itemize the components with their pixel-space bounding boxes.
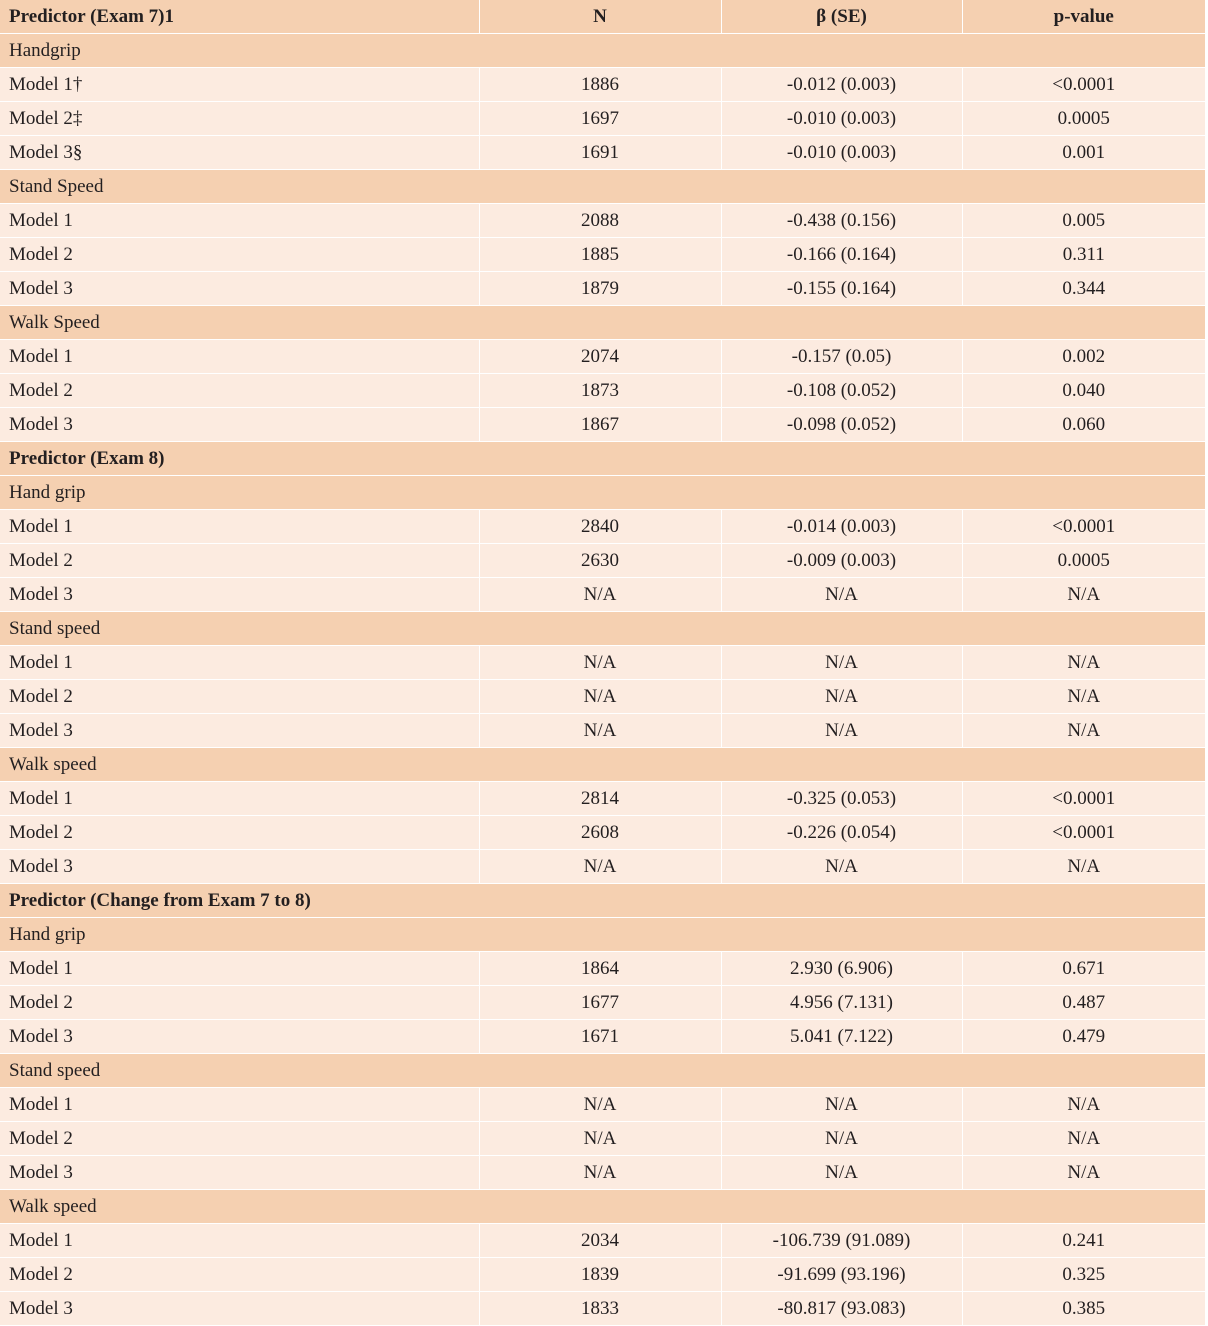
n-cell: 1873 [479, 374, 721, 408]
p-value-cell: N/A [962, 714, 1205, 748]
p-value-cell: N/A [962, 1156, 1205, 1190]
row-label: Model 1 [0, 1088, 479, 1122]
predictor-heading: Predictor (Change from Exam 7 to 8) [0, 884, 1205, 918]
p-value-cell: N/A [962, 680, 1205, 714]
table-row [0, 272, 1205, 306]
n-cell: 2034 [479, 1224, 721, 1258]
header-n: N [479, 0, 721, 34]
beta-se-cell: N/A [721, 578, 962, 612]
p-value-cell: <0.0001 [962, 816, 1205, 850]
row-label: Model 1 [0, 340, 479, 374]
row-label: Model 3 [0, 408, 479, 442]
beta-se-cell: -0.010 (0.003) [721, 136, 962, 170]
beta-se-cell: -0.014 (0.003) [721, 510, 962, 544]
beta-se-cell: -0.325 (0.053) [721, 782, 962, 816]
beta-se-cell: -106.739 (91.089) [721, 1224, 962, 1258]
table-row [0, 340, 1205, 374]
n-cell: 2088 [479, 204, 721, 238]
p-value-cell: 0.040 [962, 374, 1205, 408]
beta-se-cell: -0.166 (0.164) [721, 238, 962, 272]
row-label: Model 1 [0, 204, 479, 238]
p-value-cell: <0.0001 [962, 510, 1205, 544]
n-cell: 1697 [479, 102, 721, 136]
p-value-cell: 0.241 [962, 1224, 1205, 1258]
row-label: Model 2‡ [0, 102, 479, 136]
p-value-cell: <0.0001 [962, 68, 1205, 102]
measure-group-label: Hand grip [0, 918, 1205, 952]
p-value-cell: 0.0005 [962, 102, 1205, 136]
beta-se-cell: -80.817 (93.083) [721, 1292, 962, 1326]
table-row [0, 578, 1205, 612]
p-value-cell: N/A [962, 646, 1205, 680]
measure-group-row [0, 306, 1205, 340]
p-value-cell: 0.002 [962, 340, 1205, 374]
table-row [0, 238, 1205, 272]
predictor-heading: Predictor (Exam 8) [0, 442, 1205, 476]
row-label: Model 1† [0, 68, 479, 102]
n-cell: 1839 [479, 1258, 721, 1292]
beta-se-cell: -0.108 (0.052) [721, 374, 962, 408]
row-label: Model 1 [0, 646, 479, 680]
table-row [0, 680, 1205, 714]
n-cell: N/A [479, 850, 721, 884]
beta-se-cell: N/A [721, 646, 962, 680]
table-row [0, 1292, 1205, 1326]
p-value-cell: 0.325 [962, 1258, 1205, 1292]
table-row [0, 68, 1205, 102]
n-cell: 1864 [479, 952, 721, 986]
p-value-cell: 0.385 [962, 1292, 1205, 1326]
n-cell: 2814 [479, 782, 721, 816]
header-p-value: p-value [962, 0, 1205, 34]
row-label: Model 2 [0, 816, 479, 850]
table-row [0, 1088, 1205, 1122]
table-row [0, 204, 1205, 238]
n-cell: 2608 [479, 816, 721, 850]
p-value-cell: N/A [962, 1122, 1205, 1156]
row-label: Model 3 [0, 1156, 479, 1190]
p-value-cell: 0.001 [962, 136, 1205, 170]
beta-se-cell: -0.009 (0.003) [721, 544, 962, 578]
table-row [0, 782, 1205, 816]
p-value-cell: 0.0005 [962, 544, 1205, 578]
beta-se-cell: N/A [721, 1122, 962, 1156]
n-cell: 1677 [479, 986, 721, 1020]
row-label: Model 1 [0, 1224, 479, 1258]
table-row [0, 544, 1205, 578]
p-value-cell: 0.005 [962, 204, 1205, 238]
beta-se-cell: -0.012 (0.003) [721, 68, 962, 102]
n-cell: N/A [479, 646, 721, 680]
table-row [0, 714, 1205, 748]
measure-group-row [0, 1190, 1205, 1224]
row-label: Model 1 [0, 510, 479, 544]
n-cell: 1886 [479, 68, 721, 102]
header-predictor: Predictor (Exam 7)1 [0, 0, 479, 34]
n-cell: 1671 [479, 1020, 721, 1054]
measure-group-row [0, 918, 1205, 952]
beta-se-cell: -0.226 (0.054) [721, 816, 962, 850]
measure-group-label: Walk speed [0, 1190, 1205, 1224]
measure-group-label: Stand speed [0, 612, 1205, 646]
measure-group-label: Stand Speed [0, 170, 1205, 204]
measure-group-label: Handgrip [0, 34, 1205, 68]
header-beta-se: β (SE) [721, 0, 962, 34]
table-body [0, 34, 1205, 1326]
table-row [0, 374, 1205, 408]
beta-se-cell: N/A [721, 1156, 962, 1190]
table-row [0, 816, 1205, 850]
row-label: Model 2 [0, 680, 479, 714]
p-value-cell: N/A [962, 578, 1205, 612]
n-cell: 1833 [479, 1292, 721, 1326]
n-cell: N/A [479, 1088, 721, 1122]
p-value-cell: 0.344 [962, 272, 1205, 306]
table-row [0, 952, 1205, 986]
table-row [0, 1156, 1205, 1190]
measure-group-row [0, 1054, 1205, 1088]
beta-se-cell: -0.098 (0.052) [721, 408, 962, 442]
table-row [0, 1258, 1205, 1292]
measure-group-row [0, 170, 1205, 204]
row-label: Model 3 [0, 578, 479, 612]
n-cell: N/A [479, 578, 721, 612]
measure-group-label: Hand grip [0, 476, 1205, 510]
table-row [0, 408, 1205, 442]
p-value-cell: 0.479 [962, 1020, 1205, 1054]
beta-se-cell: N/A [721, 850, 962, 884]
measure-group-row [0, 34, 1205, 68]
beta-se-cell: N/A [721, 680, 962, 714]
table-row [0, 1020, 1205, 1054]
row-label: Model 2 [0, 374, 479, 408]
row-label: Model 3§ [0, 136, 479, 170]
measure-group-row [0, 476, 1205, 510]
table-row [0, 1122, 1205, 1156]
row-label: Model 1 [0, 782, 479, 816]
row-label: Model 3 [0, 1020, 479, 1054]
row-label: Model 3 [0, 1292, 479, 1326]
p-value-cell: <0.0001 [962, 782, 1205, 816]
table-row [0, 136, 1205, 170]
p-value-cell: N/A [962, 850, 1205, 884]
row-label: Model 2 [0, 986, 479, 1020]
table-row [0, 510, 1205, 544]
n-cell: 1867 [479, 408, 721, 442]
measure-group-row [0, 612, 1205, 646]
beta-se-cell: N/A [721, 1088, 962, 1122]
beta-se-cell: 2.930 (6.906) [721, 952, 962, 986]
row-label: Model 1 [0, 952, 479, 986]
beta-se-cell: -0.438 (0.156) [721, 204, 962, 238]
n-cell: 1885 [479, 238, 721, 272]
beta-se-cell: 5.041 (7.122) [721, 1020, 962, 1054]
beta-se-cell: -0.010 (0.003) [721, 102, 962, 136]
row-label: Model 3 [0, 714, 479, 748]
row-label: Model 3 [0, 850, 479, 884]
row-label: Model 2 [0, 238, 479, 272]
predictor-heading-row [0, 884, 1205, 918]
predictor-heading-row [0, 442, 1205, 476]
n-cell: 1879 [479, 272, 721, 306]
measure-group-row [0, 748, 1205, 782]
beta-se-cell: -91.699 (93.196) [721, 1258, 962, 1292]
measure-group-label: Walk Speed [0, 306, 1205, 340]
beta-se-cell: 4.956 (7.131) [721, 986, 962, 1020]
p-value-cell: 0.487 [962, 986, 1205, 1020]
n-cell: 2074 [479, 340, 721, 374]
beta-se-cell: -0.155 (0.164) [721, 272, 962, 306]
beta-se-cell: -0.157 (0.05) [721, 340, 962, 374]
beta-se-cell: N/A [721, 714, 962, 748]
table-row [0, 102, 1205, 136]
table-row [0, 986, 1205, 1020]
table-row [0, 1224, 1205, 1258]
row-label: Model 2 [0, 1258, 479, 1292]
table-row [0, 646, 1205, 680]
p-value-cell: 0.671 [962, 952, 1205, 986]
row-label: Model 2 [0, 1122, 479, 1156]
n-cell: 1691 [479, 136, 721, 170]
p-value-cell: N/A [962, 1088, 1205, 1122]
p-value-cell: 0.060 [962, 408, 1205, 442]
n-cell: N/A [479, 1156, 721, 1190]
n-cell: 2630 [479, 544, 721, 578]
n-cell: 2840 [479, 510, 721, 544]
row-label: Model 2 [0, 544, 479, 578]
table-row [0, 850, 1205, 884]
row-label: Model 3 [0, 272, 479, 306]
measure-group-label: Walk speed [0, 748, 1205, 782]
n-cell: N/A [479, 1122, 721, 1156]
measure-group-label: Stand speed [0, 1054, 1205, 1088]
table-header-row [0, 0, 1205, 34]
n-cell: N/A [479, 680, 721, 714]
p-value-cell: 0.311 [962, 238, 1205, 272]
n-cell: N/A [479, 714, 721, 748]
